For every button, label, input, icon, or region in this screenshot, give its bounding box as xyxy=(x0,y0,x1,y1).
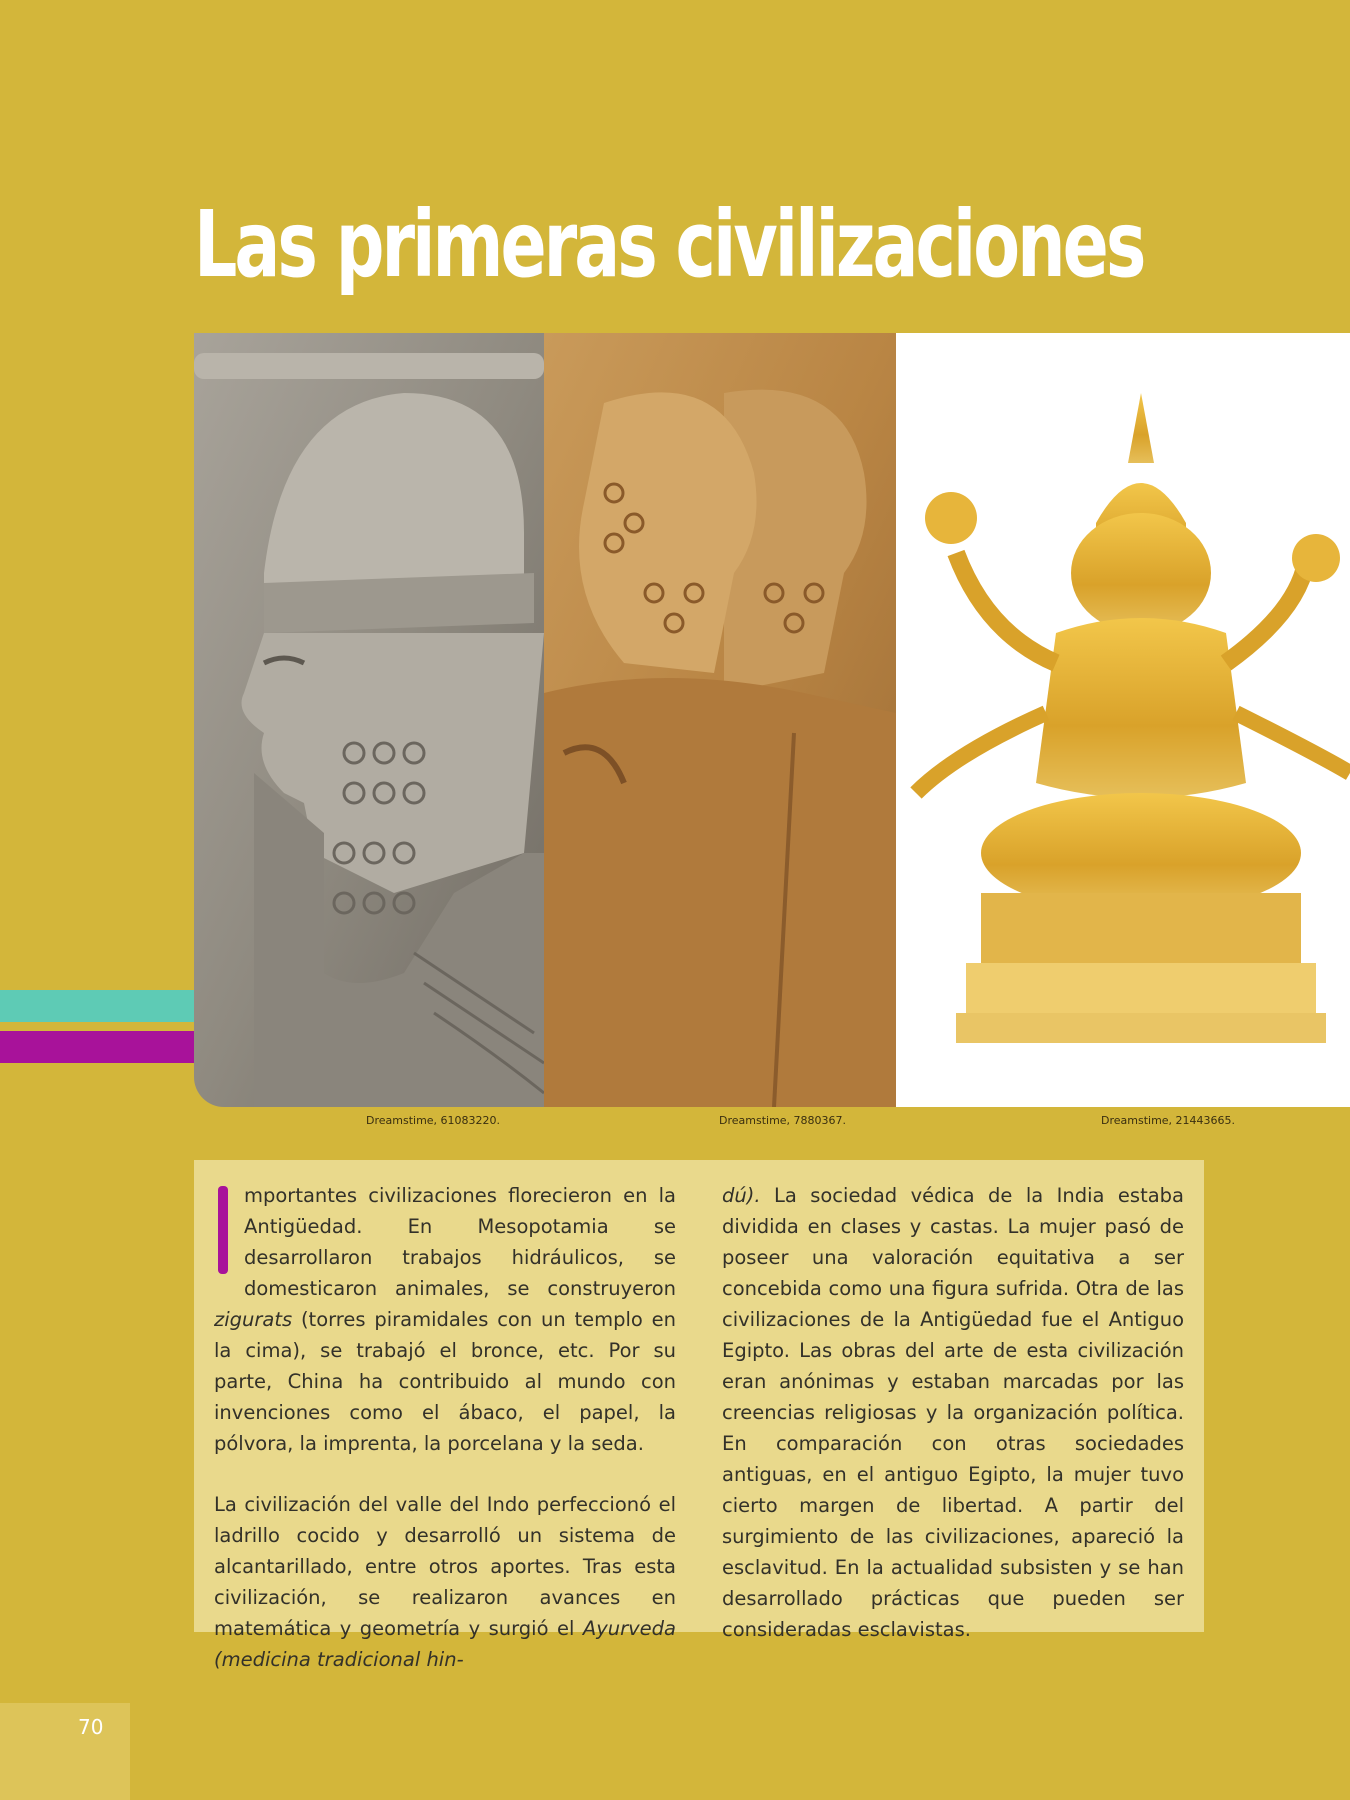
golden-brahma-statue-image xyxy=(896,333,1350,1107)
drop-cap-bar xyxy=(218,1186,228,1274)
page-number-tab xyxy=(0,1703,130,1800)
paragraph-2-text: La civilización del valle del Indo perfeccionó el ladrillo cocido y desarrolló un sistema de alcantarillado, entre otros aportes. Tras esta civilización, se realizaron avances en matemática y geometría y surgió el xyxy=(214,1493,676,1640)
text-column-left xyxy=(214,1180,676,1705)
page-title: Las primeras civilizaciones xyxy=(194,191,1144,298)
paragraph-3 xyxy=(722,1180,1184,1645)
paragraph-1-text-cont: (torres piramidales con un templo en la cima), se trabajó el bronce, etc. Por su parte, China ha contribuido al mundo con invenciones como el ábaco, el papel, la pólvora, la imprenta, la porcelana y la seda. xyxy=(214,1308,676,1455)
image-credit-2: Dreamstime, 7880367. xyxy=(719,1114,847,1127)
paragraph-1 xyxy=(214,1180,676,1459)
paragraph-2 xyxy=(214,1489,676,1675)
magenta-accent-stripe xyxy=(0,1031,196,1063)
emphasis-ayurveda: Ayurveda (medicina tradicional hin- xyxy=(214,1617,676,1671)
paragraph-1-text: mportantes civilizaciones florecieron en la Antigüedad. En Mesopotamia se desarrollaron trabajos hidráulicos, se domesticaron animales, se construyeron xyxy=(244,1184,676,1300)
paragraph-3-text: La sociedad védica de la India estaba dividida en clases y castas. La mujer pasó de poseer una valoración equitativa a ser concebida como una figura sufrida. Otra de las civilizaciones de la Antigüedad fue el Antiguo Egipto. Las obras del arte de esta civilización eran anónimas y estaban marcadas por las creencias religiosas y la organización política. En comparación con otras sociedades antiguas, en el antiguo Egipto, la mujer tuvo cierto margen de libertad. A partir del surgimiento de las civilizaciones, apareció la esclavitud. En la actualidad subsisten y se han desarrollado prácticas que pueden ser consideradas esclavistas. xyxy=(722,1184,1184,1641)
text-column-right xyxy=(722,1180,1184,1675)
teal-accent-stripe xyxy=(0,990,196,1022)
bearded-men-relief-image xyxy=(544,333,896,1107)
image-credit-3: Dreamstime, 21443665. xyxy=(1101,1114,1236,1127)
text-box xyxy=(194,1160,1204,1671)
assyrian-relief-image xyxy=(194,333,544,1107)
page-number: 70 xyxy=(78,1715,104,1739)
image-credit-1: Dreamstime, 61083220. xyxy=(366,1114,501,1127)
emphasis-hindu: dú). xyxy=(722,1184,761,1207)
emphasis-zigurats: zigurats xyxy=(214,1308,293,1331)
